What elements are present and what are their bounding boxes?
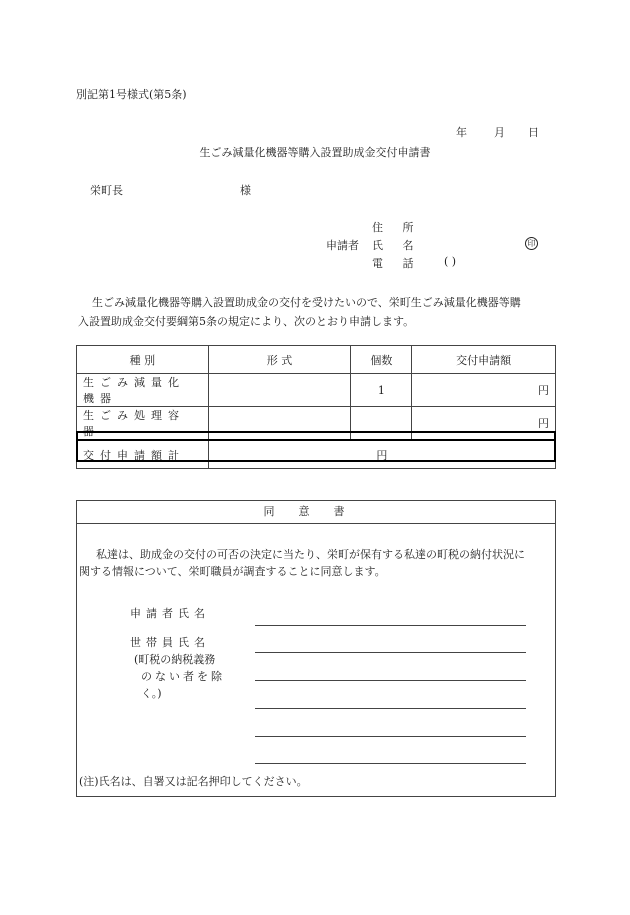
consent-text-line2: 関する情報について、栄町職員が調査することに同意します。 xyxy=(79,565,386,578)
table-header-row xyxy=(77,346,556,374)
row-type: 生ごみ処理容器 xyxy=(77,407,209,441)
household-label: 世帯員氏名 xyxy=(130,636,210,649)
household-signature-line[interactable] xyxy=(255,736,526,737)
body-text-line2: 入設置助成金交付要綱第5条の規定により、次のとおり申請します。 xyxy=(78,315,415,328)
page-title: 生ごみ減量化機器等購入設置助成金交付申請書 xyxy=(199,146,431,159)
household-note-2: のない者を除 xyxy=(141,670,225,683)
household-note-3: く。) xyxy=(141,687,162,700)
date-day: 日 xyxy=(528,126,539,139)
row-model[interactable] xyxy=(208,407,351,441)
header-count: 個数 xyxy=(351,346,412,374)
header-type: 種 別 xyxy=(77,346,209,374)
form-number: 別記第1号様式(第5条) xyxy=(76,88,187,101)
applicant-role-label: 申請者 xyxy=(326,239,359,252)
seal-icon: 印 xyxy=(525,237,538,250)
table-row xyxy=(77,407,556,441)
application-table xyxy=(76,345,556,469)
address-label: 住 所 xyxy=(372,221,422,234)
date-year: 年 xyxy=(456,126,467,139)
name-label: 氏 名 xyxy=(372,239,422,252)
phone-parens: ( ) xyxy=(444,255,457,268)
seal-mark xyxy=(525,236,538,250)
body-text-line1: 生ごみ減量化機器等購入設置助成金の交付を受けたいので、栄町生ごみ減量化機器等購 xyxy=(92,296,521,309)
household-signature-line[interactable] xyxy=(255,680,526,681)
row-type: 生ごみ減量化機器 xyxy=(77,374,209,407)
row-count[interactable]: 1 xyxy=(351,374,412,407)
household-signature-line[interactable] xyxy=(255,708,526,709)
total-row xyxy=(77,440,556,469)
addressee-name: 栄町長 xyxy=(90,184,123,197)
household-signature-line[interactable] xyxy=(255,763,526,764)
household-note-1: (町税の納税義務 xyxy=(134,653,216,666)
row-model[interactable] xyxy=(208,374,351,407)
total-label: 交付申請額計 xyxy=(77,440,209,469)
household-signature-line[interactable] xyxy=(255,652,526,653)
row-amount[interactable]: 円 xyxy=(412,374,556,407)
header-model: 形 式 xyxy=(208,346,351,374)
consent-text-line1: 私達は、助成金の交付の可否の決定に当たり、栄町が保有する私達の町税の納付状況に xyxy=(96,548,525,561)
table-row xyxy=(77,374,556,407)
row-amount[interactable]: 円 xyxy=(412,407,556,441)
consent-footnote: (注)氏名は、自署又は記名押印してください。 xyxy=(79,775,308,788)
addressee-honorific: 様 xyxy=(240,184,251,197)
date-month: 月 xyxy=(494,126,505,139)
consent-title: 同意書 xyxy=(77,501,555,524)
phone-label: 電 話 xyxy=(372,257,422,270)
total-amount[interactable]: 円 xyxy=(208,440,555,469)
consent-applicant-label: 申請者氏名 xyxy=(130,607,210,620)
row-count[interactable] xyxy=(351,407,412,441)
header-amount: 交付申請額 xyxy=(412,346,556,374)
applicant-signature-line[interactable] xyxy=(255,625,526,626)
